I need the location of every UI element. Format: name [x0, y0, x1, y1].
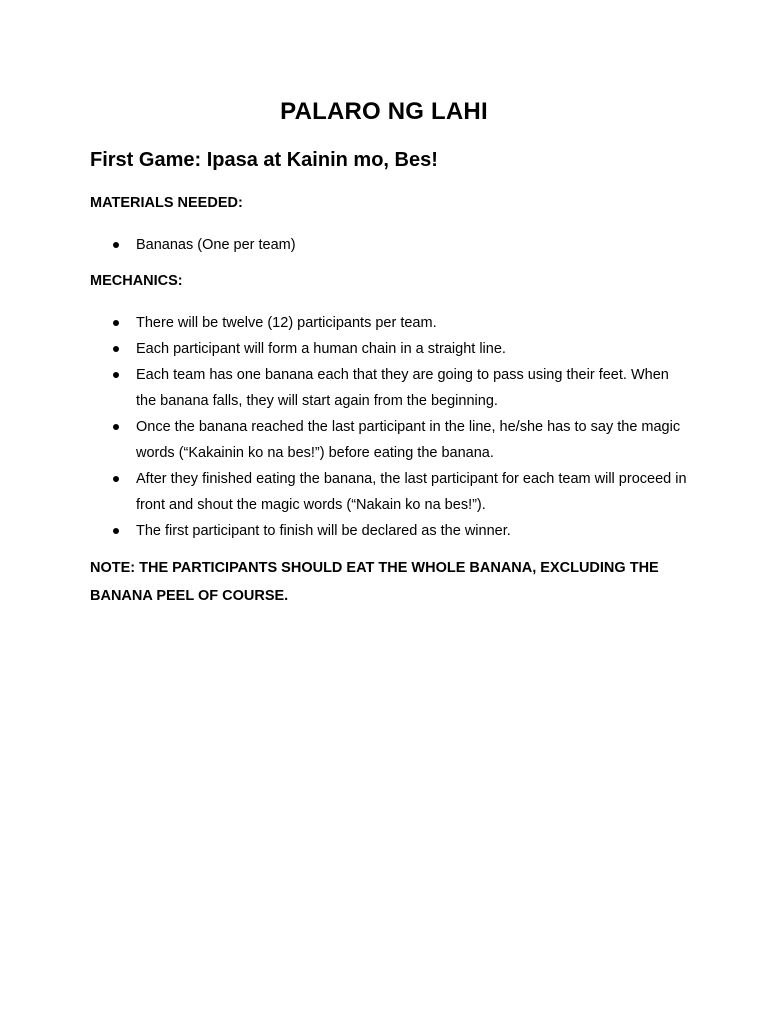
bullet-icon	[113, 476, 119, 482]
list-item-text: The first participant to finish will be declared as the winner.	[136, 523, 511, 539]
bullet-icon	[113, 372, 119, 378]
bullet-icon	[113, 242, 119, 248]
list-item	[0, 518, 688, 544]
list-item	[0, 232, 688, 258]
note-text: NOTE: THE PARTICIPANTS SHOULD EAT THE WHOLE BANANA, EXCLUDING THE BANANA PEEL OF COURSE.	[90, 560, 659, 604]
list-item	[0, 362, 688, 414]
list-item-text: Each team has one banana each that they are going to pass using their feet. When the banana falls, they will start again from the beginning.	[136, 367, 669, 409]
list-item-text: Bananas (One per team)	[136, 237, 296, 253]
list-item	[0, 310, 688, 336]
bullet-icon	[113, 346, 119, 352]
list-item-text: After they finished eating the banana, the last participant for each team will proceed in front and shout the magic words (“Nakain ko na bes!”).	[136, 471, 687, 513]
list-item	[0, 466, 688, 518]
bullet-icon	[113, 424, 119, 430]
materials-list	[0, 232, 688, 258]
list-item-text: Once the banana reached the last participant in the line, he/she has to say the magic words (“Kakainin ko na bes!”) before eating the banana.	[136, 419, 681, 461]
bullet-icon	[113, 320, 119, 326]
list-item-text: There will be twelve (12) participants per team.	[136, 315, 437, 331]
game-heading: First Game: Ipasa at Kainin mo, Bes!	[90, 149, 438, 171]
materials-heading: MATERIALS NEEDED:	[90, 195, 243, 211]
bullet-icon	[113, 528, 119, 534]
list-item	[0, 414, 688, 466]
page-title: PALARO NG LAHI	[280, 98, 488, 125]
list-item	[0, 336, 688, 362]
mechanics-heading: MECHANICS:	[90, 273, 183, 289]
mechanics-list	[0, 310, 688, 544]
list-item-text: Each participant will form a human chain in a straight line.	[136, 341, 506, 357]
